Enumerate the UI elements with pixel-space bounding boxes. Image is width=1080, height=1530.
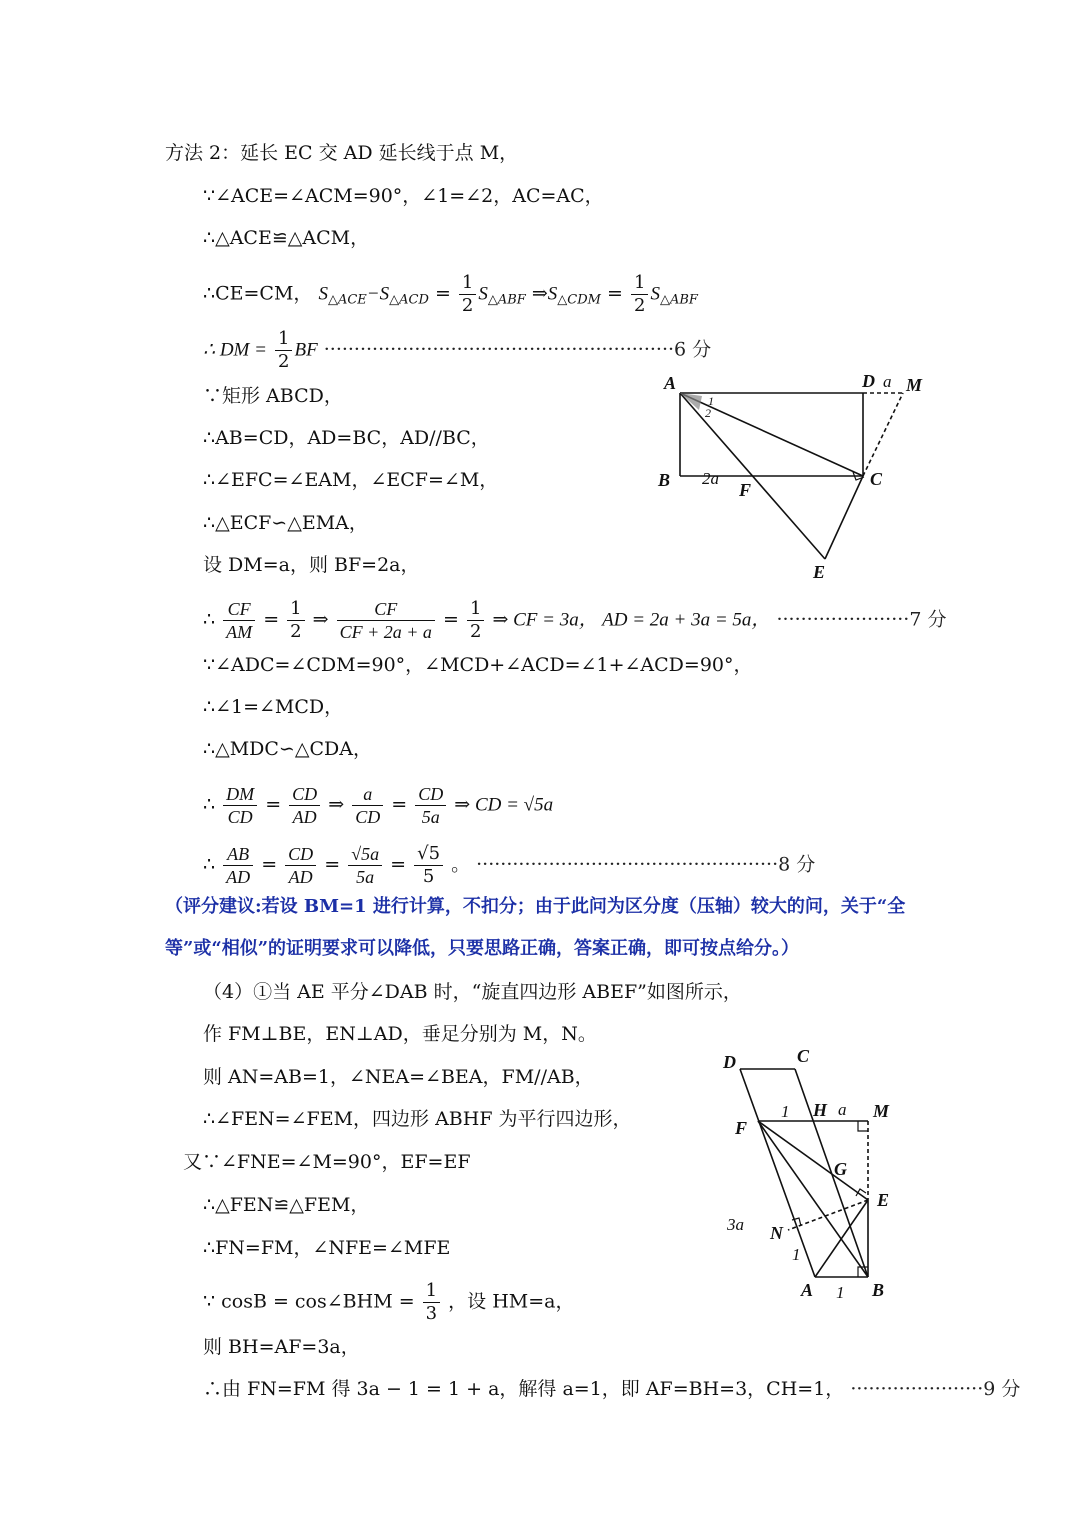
label-2a: 2a	[702, 469, 719, 488]
label-a: A	[664, 373, 677, 393]
label-1-na: 1	[792, 1245, 801, 1264]
line-an-ab: 则 AN=AB=1，∠NEA=∠BEA，FM//AB，	[203, 1066, 594, 1088]
line-fen-fem: ∴∠FEN=∠FEM，四边形 ABHF 为平行四边形，	[203, 1108, 632, 1130]
segment-ce	[825, 476, 863, 559]
line-congruent-fen: ∴△FEN≌△FEM，	[203, 1194, 370, 1216]
label-a-hm: a	[838, 1100, 847, 1119]
line-set-dm: 设 DM=a，则 BF=2a，	[203, 554, 420, 576]
label-c: C	[797, 1046, 810, 1066]
segment-cm-dashed	[863, 393, 903, 476]
label-e: E	[813, 562, 826, 582]
segment-da	[740, 1069, 815, 1277]
label-g: G	[834, 1159, 847, 1179]
line-fne-m: 又∵∠FNE=∠M=90°，EF=EF	[183, 1151, 471, 1173]
line-part4-intro: （4）①当 AE 平分∠DAB 时，“旋直四边形 ABEF”如图所示，	[203, 981, 742, 1003]
label-m: M	[906, 375, 923, 395]
line-angle1-mcd: ∴∠1=∠MCD，	[203, 696, 344, 718]
line-congruent-1: ∴△ACE≌△ACM，	[203, 227, 370, 249]
line-fn-fm: ∴FN=FM，∠NFE=∠MFE	[203, 1237, 451, 1259]
line-ab-cd: ∴AB=CD，AD=BC，AD//BC，	[203, 427, 490, 449]
line-ab-ad-ratio: ∴ $\frac{AB}{AD}$ = $\frac{CD}{AD}$ = $\frac{√5a}{5a}$ = $\frac{√5}{5}$ 。 ··················································8 分	[203, 843, 816, 887]
label-1-ab: 1	[836, 1283, 845, 1302]
angle-shade-a	[680, 393, 702, 410]
line-cd-ratio: ∴ $\frac{DM}{CD}$ = $\frac{CD}{AD}$ ⇒ $\frac{a}{CD}$ = $\frac{CD}{5a}$ ⇒ CD = √5a	[203, 784, 554, 827]
line-bh-af: 则 BH=AF=3a，	[203, 1336, 360, 1358]
label-a: A	[801, 1280, 814, 1300]
label-a-dm: a	[883, 372, 892, 391]
label-1-fh: 1	[781, 1102, 790, 1121]
figure-rectangle-abcd	[650, 360, 940, 590]
figure-quadrilateral-abef	[715, 1040, 905, 1310]
label-d: D	[862, 371, 875, 391]
label-angle-2: 2	[705, 406, 711, 420]
line-rectangle: ∵矩形 ABCD，	[203, 385, 343, 407]
line-construct-fm: 作 FM⊥BE，EN⊥AD，垂足分别为 M，N。	[203, 1023, 597, 1045]
label-f: F	[739, 480, 752, 500]
label-angle-1: 1	[708, 394, 714, 408]
line-method-2: 方法 2：延长 EC 交 AD 延长线于点 M，	[165, 142, 519, 164]
line-angle-adc: ∵∠ADC=∠CDM=90°，∠MCD+∠ACD=∠1+∠ACD=90°，	[203, 654, 753, 676]
right-angle-mark-m	[858, 1121, 868, 1131]
line-cf-ratio: ∴ $\frac{CF}{AM}$ = $\frac{1}{2}$ ⇒ $\frac{CF}{CF + 2a + a}$ = $\frac{1}{2}$ ⇒ CF = 3a， AD = 2a + 3a = 5a， ······················7 分	[203, 598, 947, 642]
label-m: M	[873, 1101, 890, 1121]
label-h: H	[813, 1100, 828, 1120]
line-area-relation: ∴CE=CM， $S_{\triangle ACE}-S_{\triangle ACD}$ = $\frac{1}{2}$ $S_{\triangle ABF}$ $\Rightarrow S_{\triangle CDM}$ = $\frac{1}{2}$ $S_{\triangle ABF}$	[203, 272, 698, 316]
label-b: B	[872, 1280, 885, 1300]
label-f: F	[735, 1118, 748, 1138]
segment-fb	[758, 1121, 868, 1277]
line-angle-efc: ∴∠EFC=∠EAM，∠ECF=∠M，	[203, 469, 499, 491]
line-dm-half-bf: ∴ DM = $\frac{1}{2}$ BF ··························································6 分	[203, 328, 712, 372]
segment-en-dashed	[788, 1200, 868, 1230]
grading-note-line1: （评分建议:若设 BM=1 进行计算，不扣分；由于此问为区分度（压轴）较大的问，关于“全	[165, 896, 906, 917]
label-n: N	[770, 1223, 783, 1243]
label-d: D	[723, 1052, 736, 1072]
line-similar-mdc: ∴△MDC∽△CDA，	[203, 738, 372, 760]
line-similar-ecf: ∴△ECF∽△EMA，	[203, 512, 368, 534]
line-solve-a: ∴由 FN=FM 得 3a − 1 = 1 + a，解得 a=1，即 AF=BH=3，CH=1， ······················9 分	[203, 1378, 1021, 1400]
label-3a: 3a	[727, 1215, 744, 1234]
label-e: E	[877, 1190, 890, 1210]
segment-fe	[758, 1121, 868, 1200]
label-b: B	[658, 470, 671, 490]
label-c: C	[870, 469, 883, 489]
grading-note-line2: 等”或“相似”的证明要求可以降低，只要思路正确，答案正确，即可按点给分。）	[165, 938, 800, 959]
line-cosb: ∵ cosB = cos∠BHM = $\frac{1}{3}$ ，设 HM=a，	[203, 1280, 575, 1324]
line-angle-ace: ∵∠ACE=∠ACM=90°，∠1=∠2，AC=AC，	[203, 185, 604, 207]
